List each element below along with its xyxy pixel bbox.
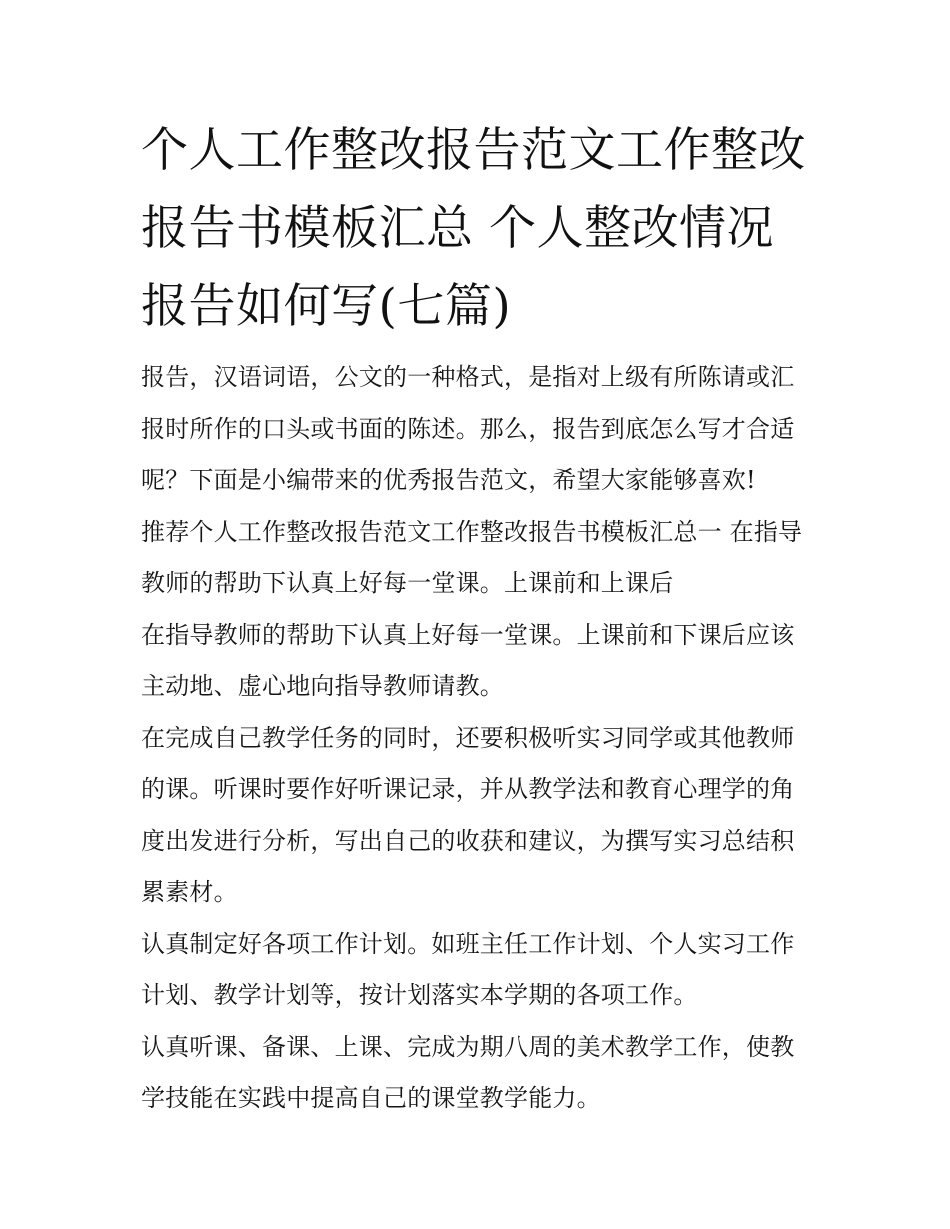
paragraph-teaching: 认真听课、备课、上课、完成为期八周的美术教学工作，使教学技能在实践中提高自己的课堂教学能力。 [141,1032,795,1112]
document-title: 个人工作整改报告范文工作整改报告书模板汇总 个人整改情况报告如何写(七篇) [141,123,806,334]
document-content [141,112,813,1125]
paragraph-intro: 报告，汉语词语，公文的一种格式，是指对上级有所陈请或汇报时所作的口头或书面的陈述。那么，报告到底怎么写才合适呢？下面是小编带来的优秀报告范文，希望大家能够喜欢! [141,363,795,494]
paragraph-guidance: 在指导教师的帮助下认真上好每一堂课。上课前和下课后应该主动地、虚心地向指导教师请教。 [141,620,795,700]
paragraph-observation: 在完成自己教学任务的同时，还要积极听实习同学或其他教师的课。听课时要作好听课记录，并从教学法和教育心理学的角度出发进行分析，写出自己的收获和建议，为撰写实习总结积累素材。 [141,723,795,906]
paragraph-plans: 认真制定好各项工作计划。如班主任工作计划、个人实习工作计划、教学计划等，按计划落实本学期的各项工作。 [141,929,795,1009]
paragraph-recommend: 推荐个人工作整改报告范文工作整改报告书模板汇总一 在指导教师的帮助下认真上好每一堂课。上课前和上课后 [141,517,803,597]
document-body [141,352,813,1125]
